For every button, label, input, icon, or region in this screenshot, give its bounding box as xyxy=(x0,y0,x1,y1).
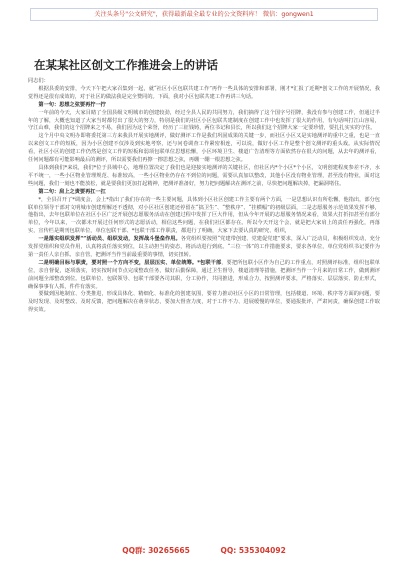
section-heading-1: 第一句：思想之弦要再拧一拧 xyxy=(38,101,106,108)
paragraph-3: 这个月中央文明办即将委托第三方来我县开展实地测评，做好测评工作是我们巩固成果的关键一步，而社区小区又是实地测评的重中之重，也是一直以来创文工作的短板，因为小区创建不仅涉及到实地考察，还与问卷调查工作紧密相连，可以说，做好小区工作是整个创文测评的重头戏。从实际情况看，社区小区的创建工作仍然是创文工作的短板和弱项包联单位思想松懈，小区环境卫生、楼道广告清理等方面依然存在很大的问题，从去年的测评看，任何问题都有可能影响最后的测评，所以需要我们再擦一擦思想之弦，再绷一绷一根思想之弦。 xyxy=(28,133,380,164)
paragraph-6 xyxy=(28,236,380,260)
qq-text: QQ: 535304092 xyxy=(220,546,286,555)
paragraph-2: 一年前的今天，大家目睹了全国县级文明城市的创建较劲，经过全县人民的共同努力，我们摘得了这个国字号招牌，我没有参与创建工作，但通过半年的了解，大概也知道了大家当时都付出了很大的努力，特别是我们的社区小区包联共建制度在创建工作中也发挥了很大的作用，有句话叫打江山容易，守江山难，我们的这个招牌来之不易，我们因为这个荣誉，经历了三征钱铸，两位书记和县长，所以我们这个招牌大家一定要珍惜，要扎扎实实的守住。 xyxy=(28,109,380,132)
paragraph-6-lead: 一是落实组织发挥“”活动员、组织发动，发挥战斗堡垒作用。 xyxy=(38,236,181,243)
document-title: 在某某社区创文工作推进会上的讲话 xyxy=(34,58,218,72)
section-heading-2: 第二句：肩上之责要再扛一扛 xyxy=(38,188,106,195)
salutation: 同志们： xyxy=(28,78,49,84)
paragraph-7-lead: 二是明确目标与职责，要对照一个方向不变，层层压实、单位统筹。 xyxy=(38,259,198,266)
paragraph-intro: 根据县委的安排，今天下午把大家召集到一起，就“社区小区包联共建工作”再作一些具体的安排和部署，刚才*汇报了近期*创文工作的开展情况，我觉得还是很有成效的，对于社区的做法我是完全赞同的。下面，我对小区包联共建工作再讲三句话。 xyxy=(28,85,380,100)
paragraph-4: 具体到我们*来说，我们*位于县城中心，地理位置决定了我们也是迎接实地测评的关键社区，但社区内*个小区*个小区，文明创建程度参差不齐，水平不统一，一些小区物业管理规范、标准较高，一些小区物业仍存在不到位的问题，需要认真加以整改，其他小区没有物业管理，甚至没有物业，面对这些问题，我们一刻也不能放松，就是要我们更加打起精神，把测评准备好，努力把问题解决在测评之前，尽快把问题解决掉，把漏洞堵住。 xyxy=(28,164,380,187)
paragraph-5: *，全县召开了*调度会，会上*指出了我们存在的一些主要问题，具体到小区社区创建工作主要有两个方面，一是思想认识有所松懈，他指出，部分包联单位领导干部对文明城市创建理解还不透彻，对小区社区创建还停留在“搞卫生”、“整秩序”、“挂横幅”的初级层面，二是志愿服务示范效果发挥不够，他指出，去年包联单位在社区小区广泛开展创志愿服务活动在创建过程中发挥了巨大作用，但从今年开展的志愿服务情况来看，效果大打折扣甚至有部分单位，今年以来，一次都未开展过任何形式的志愿活动，相信这些问题，在我们社区都存在。所以今天开这个会，就是把大家肩上的责任再强化，再落实，宣传栏是期刊包联单位，单位包联干部、*包联干部工作职责，都进行了明确，大家下去要认真的研究、组织， xyxy=(28,196,380,235)
paragraph-8: 要做到因地制宜、分类推进，形成具体化、精细化、标准化的创建氛围，要着力推动社区小区的日常管理，包括楼道、环境、秩序等方面的问题，要及时发现、及时整改、及时反馈，把问题解决在萌芽状态，要加大督查力度，对于工作不力、进展缓慢的单位，要通报批评，严肃问责，确保创建工作取得实效。 xyxy=(28,291,380,314)
paragraph-7-subject: *包联干部 xyxy=(197,259,222,266)
document-body xyxy=(28,58,380,315)
paragraph-6-body: 各党组织要按照“党建带创建、党建促党建”要求，深入广泛动员，积极组织发动，充分发挥党组织和党员作用，认真将责任落实到位，以主动担当的姿态，将活动进行到底。“三位一体”的工作措施要求，要求各单位，单位党组织书记要作为第一责任人亲自抓、亲自管，把测评当作当前最重要的事情，切实扭转。 xyxy=(28,236,381,258)
footer-contact xyxy=(0,545,408,556)
qq-group-text: QQ群: 30265665 xyxy=(122,546,190,555)
paragraph-7 xyxy=(28,260,380,292)
paragraph-7-body: ，要把所包联小区作为自己的工作重点，对照测评标准，组织包联单位，亲自督促，逐项落实，切实按时间节点完成整改任务，做好后勤保障，通过卫生督导，楼道清理等措施，把测评当作一个月来的日常工作，做到测评前问题全部整改到位。包联单位、包联领导、包联干部要各司其职，分工协作，共同推进，形成合力，按照测评要求，严格落实、层层落实、防止形式，确保事事有人抓，件件有落实。 xyxy=(28,259,380,290)
promo-banner: 关注头条号"公文研究"，获得最新最全最专业的公文资料库！ 微信：gongwen1 xyxy=(30,8,378,21)
